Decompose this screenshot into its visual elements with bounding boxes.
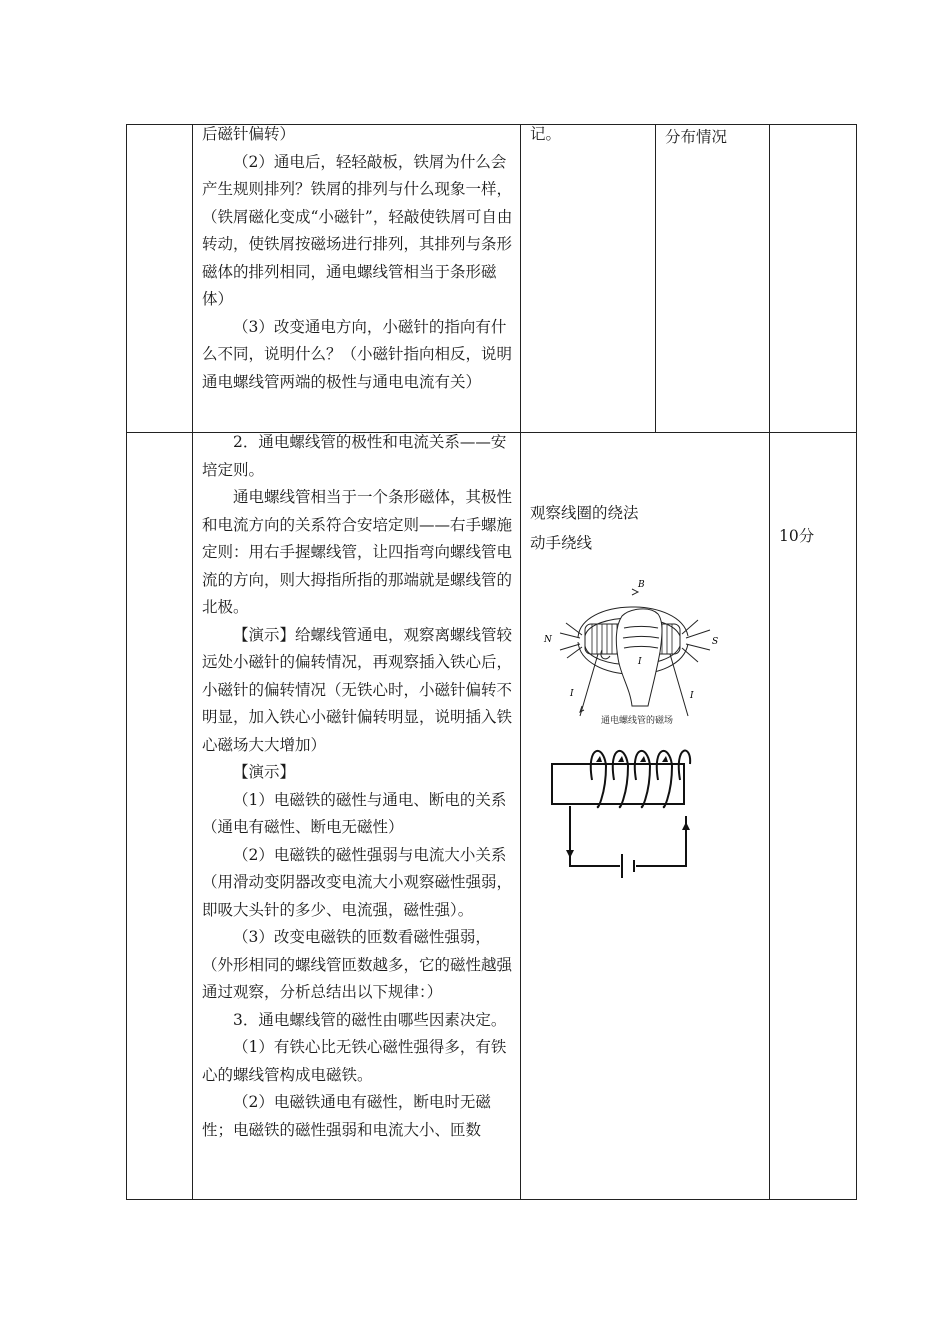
paragraph: （3）改变通电方向，小磁针的指向有什么不同，说明什么？（小磁针指向相反，说明通电螺线管两端的极性与通电电流有关） bbox=[202, 317, 513, 391]
paragraph: （2）电磁铁通电有磁性，断电时无磁性；电磁铁的磁性强弱和电流大小、匝数 bbox=[202, 1093, 491, 1139]
student-activity: 观察线圈的绕法 bbox=[530, 504, 639, 522]
row1-student-cell bbox=[530, 121, 650, 149]
column-divider bbox=[769, 124, 770, 1200]
paragraph: 通电螺线管相当于一个条形磁体，其极性和电流方向的关系符合安培定则——右手螺施定则：用右手握螺线管，让四指弯向螺线管电流的方向，则大拇指所指的那端就是螺线管的北极。 bbox=[202, 488, 513, 616]
table-bottom-border bbox=[126, 1199, 857, 1200]
row1-content-cell bbox=[202, 121, 514, 396]
pole-label-n: N bbox=[544, 635, 552, 645]
paragraph: 后磁针偏转） bbox=[202, 125, 296, 143]
time-allocation: 10分 bbox=[779, 527, 815, 545]
student-activity: 动手绕线 bbox=[530, 534, 593, 552]
electromagnet-circuit-figure bbox=[544, 746, 694, 898]
pole-label-s: S bbox=[712, 637, 719, 647]
current-label: I bbox=[570, 689, 574, 699]
paragraph: 【演示】 bbox=[233, 763, 296, 781]
paragraph: 3．通电螺线管的磁性由哪些因素决定。 bbox=[233, 1010, 507, 1029]
table-left-border bbox=[126, 124, 127, 1200]
current-label: I bbox=[690, 691, 694, 701]
student-activity: 记。 bbox=[530, 125, 562, 143]
row2-time-cell bbox=[779, 523, 849, 551]
paragraph: （2）电磁铁的磁性强弱与电流大小关系（用滑动变阴器改变电流大小观察磁性强弱，即吸大头针的多少、电流强，磁性强）。 bbox=[202, 845, 513, 919]
design-intent: 分布情况 bbox=[665, 128, 728, 146]
solenoid-field-figure bbox=[540, 578, 720, 730]
paragraph: （3）改变电磁铁的匝数看磁性强弱，（外形相同的螺线管匝数越多，它的磁性越强通过观察，分析总结出以下规律：） bbox=[202, 928, 513, 1001]
column-divider bbox=[520, 124, 521, 1200]
paragraph: （1）有铁心比无铁心磁性强得多，有铁心的螺线管构成电磁铁。 bbox=[202, 1038, 507, 1084]
paragraph: （1）电磁铁的磁性与通电、断电的关系（通电有磁性、断电无磁性） bbox=[202, 790, 507, 836]
field-label-b: B bbox=[638, 580, 645, 590]
figure-caption: 通电螺线管的磁场 bbox=[601, 716, 674, 726]
lesson-table bbox=[126, 124, 857, 1200]
table-right-border bbox=[856, 124, 857, 1200]
paragraph: （2）通电后，轻轻敲板，铁屑为什么会产生规则排列？铁屑的排列与什么现象一样，（铁屑磁化变成“小磁针”，轻敲使铁屑可自由转动，使铁屑按磁场进行排列，其排列与条形磁体的排列相同，通电螺线管相当于条形磁体） bbox=[202, 152, 513, 308]
column-divider bbox=[655, 124, 656, 432]
paragraph: 2．通电螺线管的极性和电流关系——安培定则。 bbox=[202, 433, 507, 479]
row1-intent-cell bbox=[665, 124, 765, 152]
row2-content-cell bbox=[202, 429, 514, 1144]
current-label: I bbox=[638, 657, 642, 667]
paragraph: 【演示】给螺线管通电，观察离螺线管较远处小磁针的偏转情况，再观察插入铁心后，小磁针的偏转情况（无铁心时，小磁针偏转不明显，加入铁心小磁针偏转明显，说明插入铁心磁场大大增加） bbox=[202, 625, 513, 754]
column-divider bbox=[192, 124, 193, 1200]
row2-student-cell bbox=[530, 498, 650, 558]
